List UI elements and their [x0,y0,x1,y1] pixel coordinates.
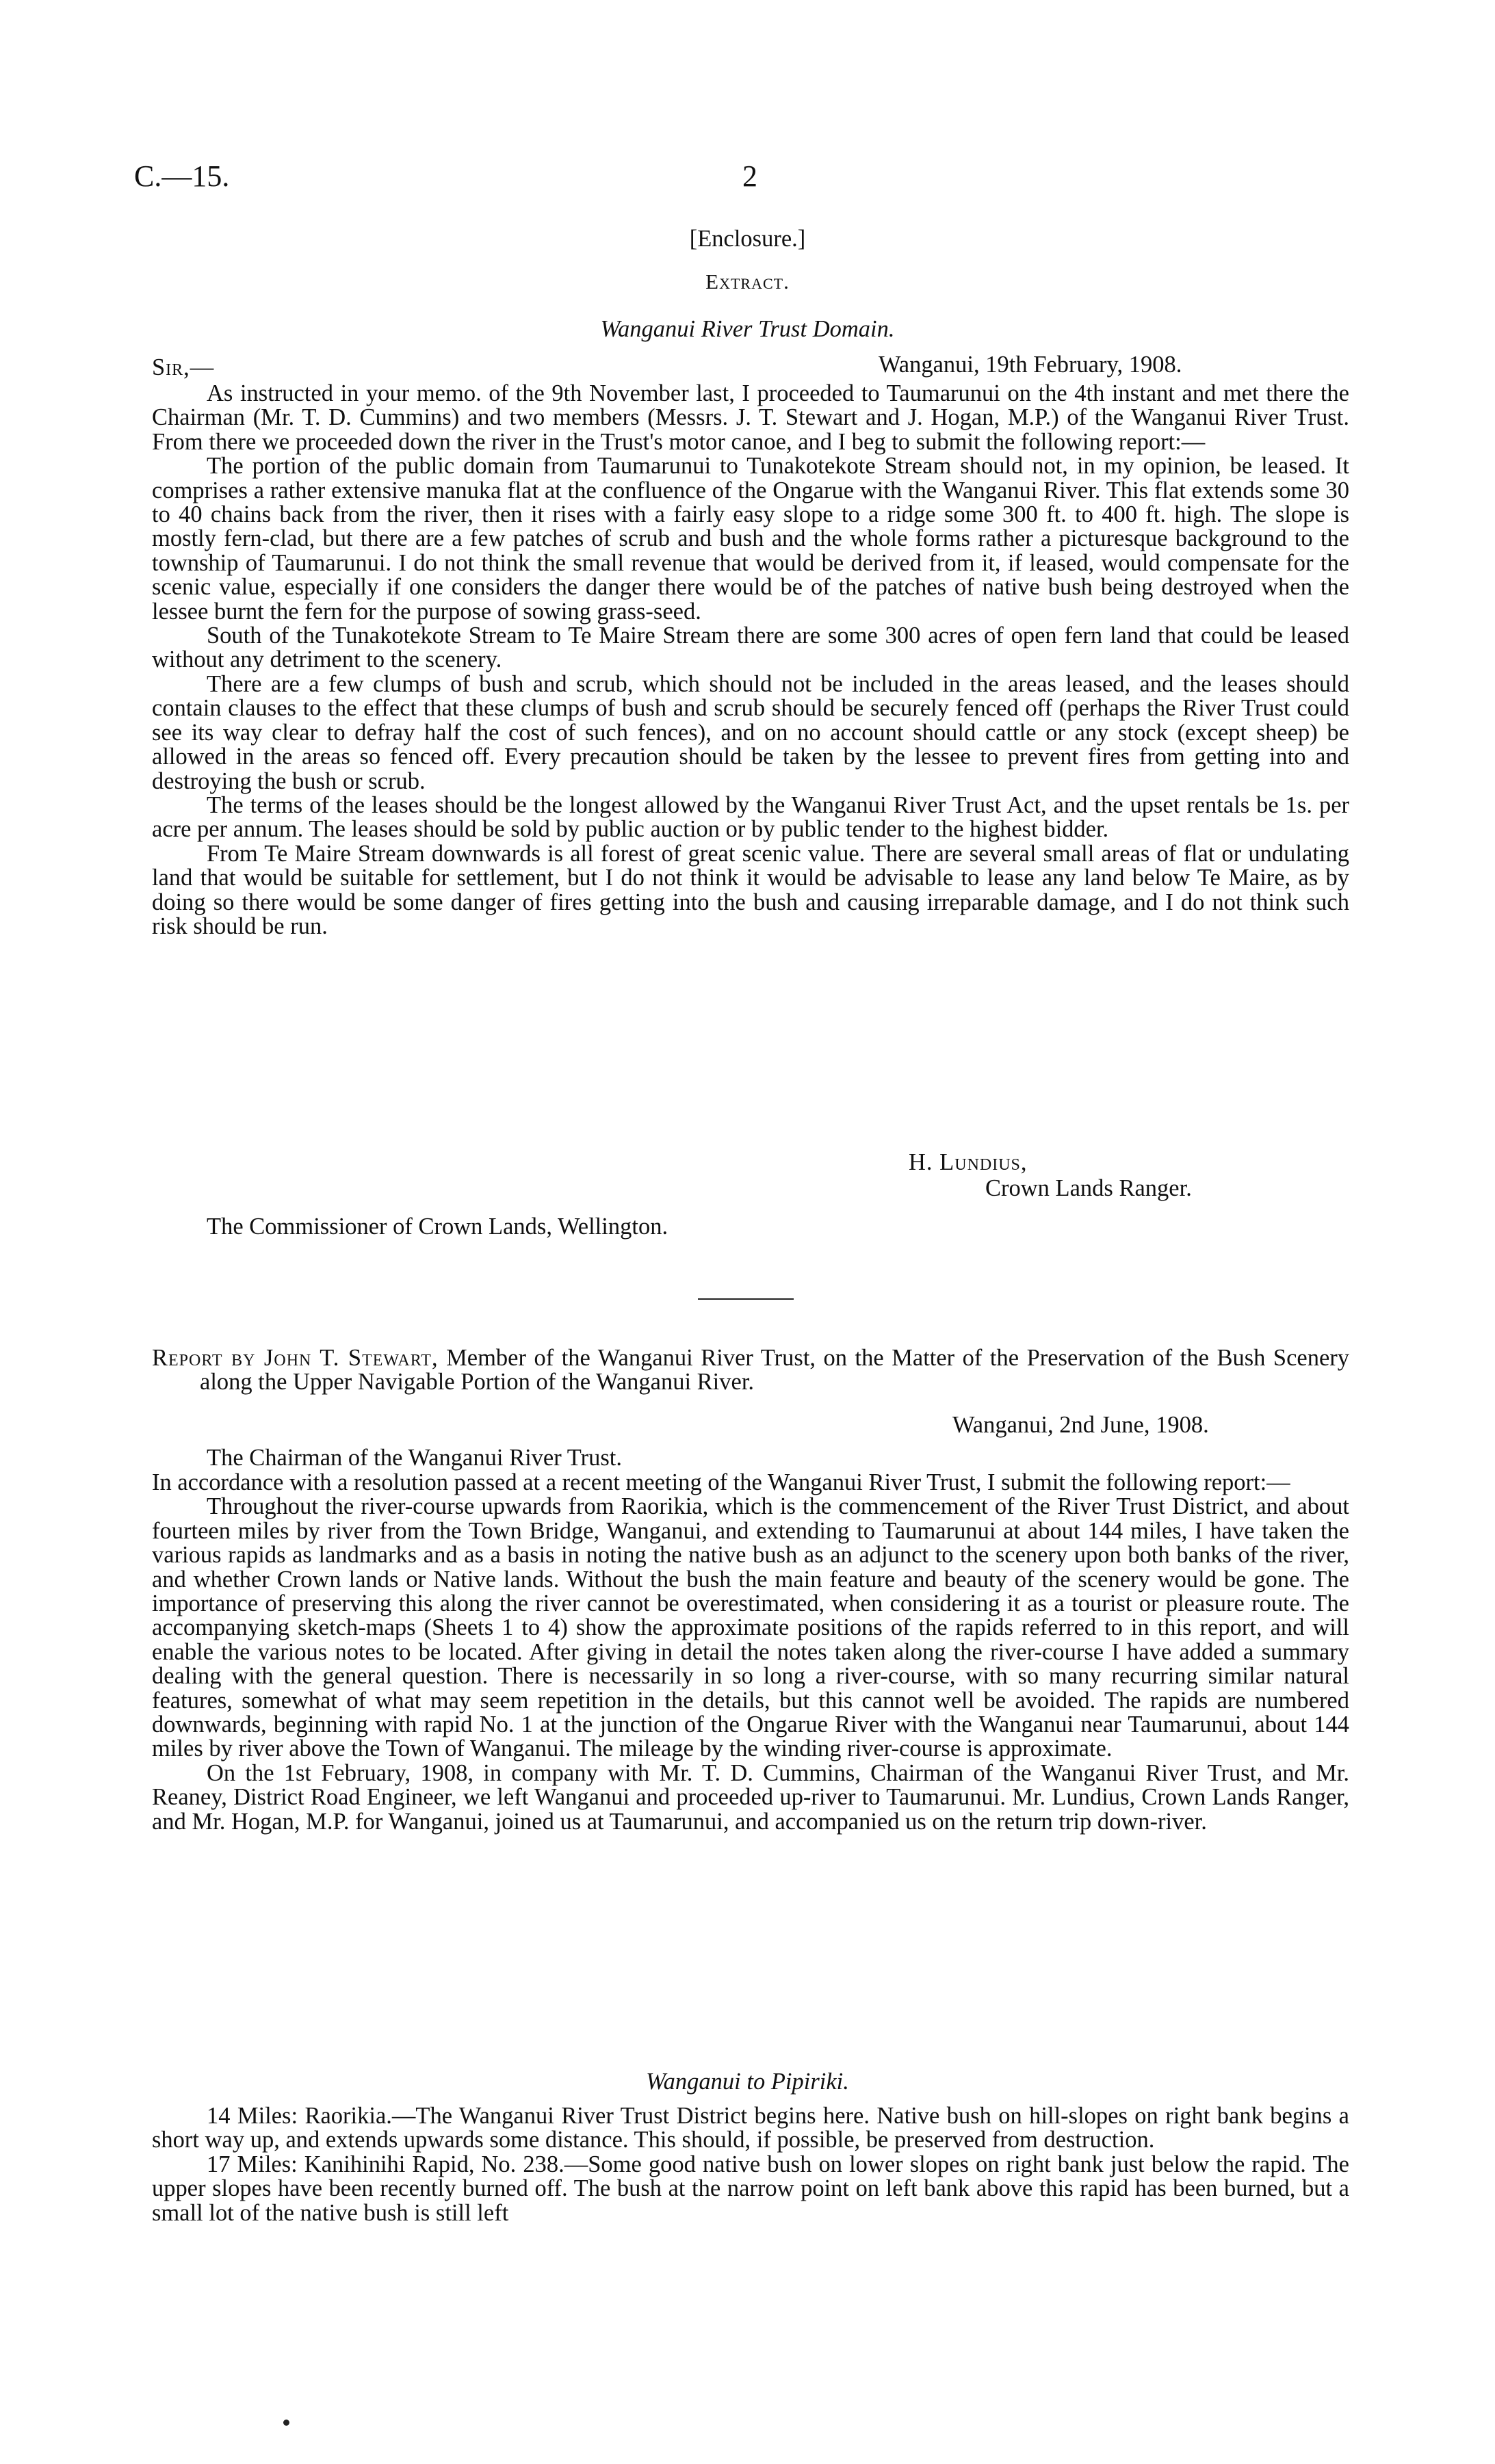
letter-paragraph: The terms of the leases should be the longest allowed by the Wanganui River Trust Act, and the upset rentals be 1s. per acre per annum. The leases should be sold by public auction or by public tender to the highest bidder. [152,791,1349,843]
section-body [152,2104,1349,2225]
section-divider [698,1298,794,1300]
enclosure-heading: Wanganui River Trust Domain. [600,316,895,342]
report-title-lead: Report by John T. Stewart, [152,1345,439,1371]
report-paragraph: Throughout the river-course upwards from Raorikia, which is the commencement of the River Trust District, and about fourteen miles by river from the Town Bridge, Wanganui, and extending to Taumarunui at about 144 miles, I have taken the various rapids as landmarks and as a basis in noting the native bush as an adjunct to the scenery upon both banks of the river, and whether Crown lands or Native lands. Without the bush the main feature and beauty of the scenery would be gone. The importance of preserving this along the river cannot be overestimated, when considering it as a tourist or pleasure route. The accompanying sketch-maps (Sheets 1 to 4) show the approximate positions of the rapids referred to in this report, and will enable the various notes to be located. After giving in detail the notes taken along the river-course I have added a summary dealing with the general question. There is necessarily in so long a river-course, with so many recurring similar natural features, somewhat of what may seem repetition in the details, but this cannot well be avoided. The rapids are numbered downwards, beginning with rapid No. 1 at the junction of the Ongarue River with the Wanganui near Taumarunui, about 144 miles by river above the Town of Wanganui. The mileage by the winding river-course is approximate. [152,1493,1349,1762]
salutation: Sir,— [152,354,215,380]
report-date: Wanganui, 2nd June, 1908. [952,1412,1209,1438]
ink-mark [283,2420,289,2426]
enclosure-label: [Enclosure.] [689,226,806,252]
report-paragraph: On the 1st February, 1908, in company with Mr. T. D. Cummins, Chairman of the Wanganui River Trust, and Mr. Reaney, District Road Engineer, we left Wanganui and proceeded up-river to Taumarunui. Mr. Lundius, Crown Lands Ranger, and Mr. Hogan, M.P. for Wanganui, joined us at Taumarunui, and accompanied us on the return trip down-river. [152,1759,1349,1835]
letter-paragraph: As instructed in your memo. of the 9th November last, I proceeded to Taumarunui on the 4th instant and met there the Chairman (Mr. T. D. Cummins) and two members (Messrs. J. T. Stewart and J. Hogan, M.P.) of the Wanganui River Trust. From there we proceeded down the river in the Trust's motor canoe, and I beg to submit the following report:— [152,380,1349,455]
letter-paragraph: South of the Tunakotekote Stream to Te Maire Stream there are some 300 acres of open fern land that could be leased without any detriment to the scenery. [152,622,1349,673]
signature-name: H. Lundius, [909,1149,1028,1175]
letter-date: Wanganui, 19th February, 1908. [879,352,1182,378]
report-addressee: The Chairman of the Wanganui River Trust. [207,1445,622,1471]
page-number: 2 [742,159,757,193]
enclosure-subtitle: Extract. [705,270,790,293]
letter-body [152,382,1349,939]
letter-paragraph: There are a few clumps of bush and scrub, which should not be included in the areas leased, and the leases should contain clauses to the effect that these clumps of bush and scrub should be securely fenced off (perhaps the River Trust could see its way clear to defray half the cost of such fences), and on no account should cattle or any stock (except sheep) be allowed in the areas so fenced off. Every precaution should be taken by the lessee to prevent fires from getting into and destroying the bush or scrub. [152,670,1349,794]
letter-addressee: The Commissioner of Crown Lands, Wellington. [207,1214,668,1240]
section-paragraph: 17 Miles: Kanihinihi Rapid, No. 238.—Some good native bush on lower slopes on right bank just below the rapid. The upper slopes have been recently burned off. The bush at the narrow point on left bank above this rapid has been burned, but a small lot of the native bush is still left [152,2151,1349,2226]
report-title-rest: Member of the Wanganui River Trust, on the Matter of the Preservation of the Bush Scenery along the Upper Navigable Portion of the Wanganui River. [200,1345,1350,1395]
report-body [152,1471,1349,1834]
letter-paragraph: The portion of the public domain from Taumarunui to Tunakotekote Stream should not, in my opinion, be leased. It comprises a rather extensive manuka flat at the confluence of the Ongarue with the Wanganui River. This flat extends some 30 to 40 chains back from the river, then it rises with a fairly easy slope to a ridge some 300 ft. to 400 ft. high. The slope is mostly fern-clad, but there are a few patches of scrub and bush and the whole forms rather a picturesque background to the township of Taumarunui. I do not think the small revenue that would be derived from it, if leased, would compensate for the scenic value, especially if one considers the danger there would be of the patches of native bush being destroyed when the lessee burnt the fern for the purpose of sowing grass-seed. [152,453,1349,625]
report-paragraph: In accordance with a resolution passed at a recent meeting of the Wanganui River Trust, I submit the following report:— [152,1469,1290,1495]
signature-title: Crown Lands Ranger. [985,1175,1192,1201]
document-reference: C.—15. [134,159,230,193]
letter-paragraph: From Te Maire Stream downwards is all forest of great scenic value. There are several small areas of flat or undulating land that would be suitable for settlement, but I do not think it would be advisable to lease any land below Te Maire, as by doing so there would be some danger of fires getting into the bush and causing irreparable damage, and I do not think such risk should be run. [152,840,1349,939]
section-heading: Wanganui to Pipiriki. [646,2069,849,2095]
report-title [152,1346,1349,1395]
section-paragraph: 14 Miles: Raorikia.—The Wanganui River Trust District begins here. Native bush on hill-slopes on right bank begins a short way up, and extends upwards some distance. This should, if possible, be preserved from destruction. [152,2103,1349,2153]
